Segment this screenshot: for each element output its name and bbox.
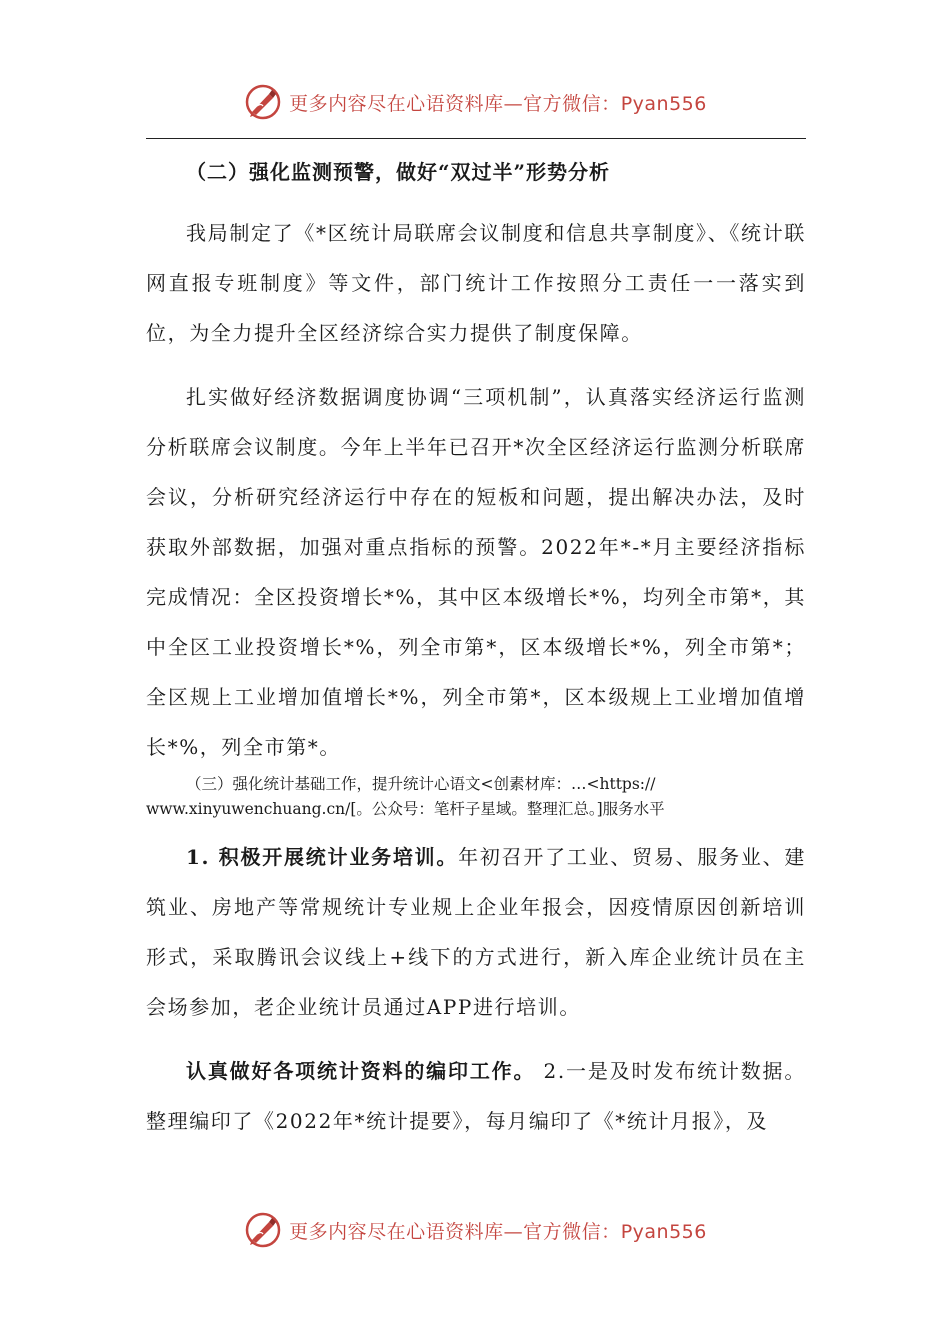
item-1-text: 年初召开了工业、贸易、服务业、建筑业、房地产等常规统计专业规上企业年报会，因疫情原因创新培训形式，采取腾讯会议线上+线下的方式进行，新入库企业统计员在主会场参加，老企业统计员通过APP进行培训。 <box>146 845 806 1019</box>
footer-banner <box>0 1208 950 1252</box>
pen-logo-icon <box>243 82 283 122</box>
item-2-text: 2.一是及时发布统计数据。整理编印了《2022年*统计提要》，每月编印了《*统计月报》，及 <box>146 1059 806 1133</box>
paragraph-2: 扎实做好经济数据调度协调“三项机制”，认真落实经济运行监测分析联席会议制度。今年上半年已召开*次全区经济运行监测分析联席会议，分析研究经济运行中存在的短板和问题，提出解决办法，及时获取外部数据，加强对重点指标的预警。2022年*-*月主要经济指标完成情况：全区投资增长*%，其中区本级增长*%，均列全市第*，其中全区工业投资增长*%，列全市第*，区本级增长*%，列全市第*；全区规上工业增加值增长*%，列全市第*，区本级规上工业增加值增长*%，列全市第*。 <box>146 385 806 759</box>
section-3-line: （三）强化统计基础工作，提升统计心语文<创素材库：…<https:// www.xinyuwenchuang.cn/[。公众号：笔杆子星域。整理汇总。]服务水平 <box>146 775 665 818</box>
document-body <box>146 150 806 1146</box>
header-banner-text: 更多内容尽在心语资料库—官方微信：Pyan556 <box>289 92 707 115</box>
item-1-paragraph <box>146 832 806 1032</box>
paragraph-1: 我局制定了《*区统计局联席会议制度和信息共享制度》、《统计联网直报专班制度》等文件，部门统计工作按照分工责任一一落实到位，为全力提升全区经济综合实力提供了制度保障。 <box>146 221 806 345</box>
header-rule <box>146 138 806 139</box>
pen-logo-icon <box>243 1210 283 1250</box>
section-2-heading: （二）强化监测预警，做好“双过半”形势分析 <box>186 160 611 184</box>
item-1-title: 1. 积极开展统计业务培训。 <box>186 845 459 869</box>
header-banner <box>0 80 950 124</box>
item-2-title: 认真做好各项统计资料的编印工作。 <box>186 1059 536 1083</box>
footer-banner-text: 更多内容尽在心语资料库—官方微信：Pyan556 <box>289 1220 707 1243</box>
item-2-paragraph <box>146 1046 806 1146</box>
